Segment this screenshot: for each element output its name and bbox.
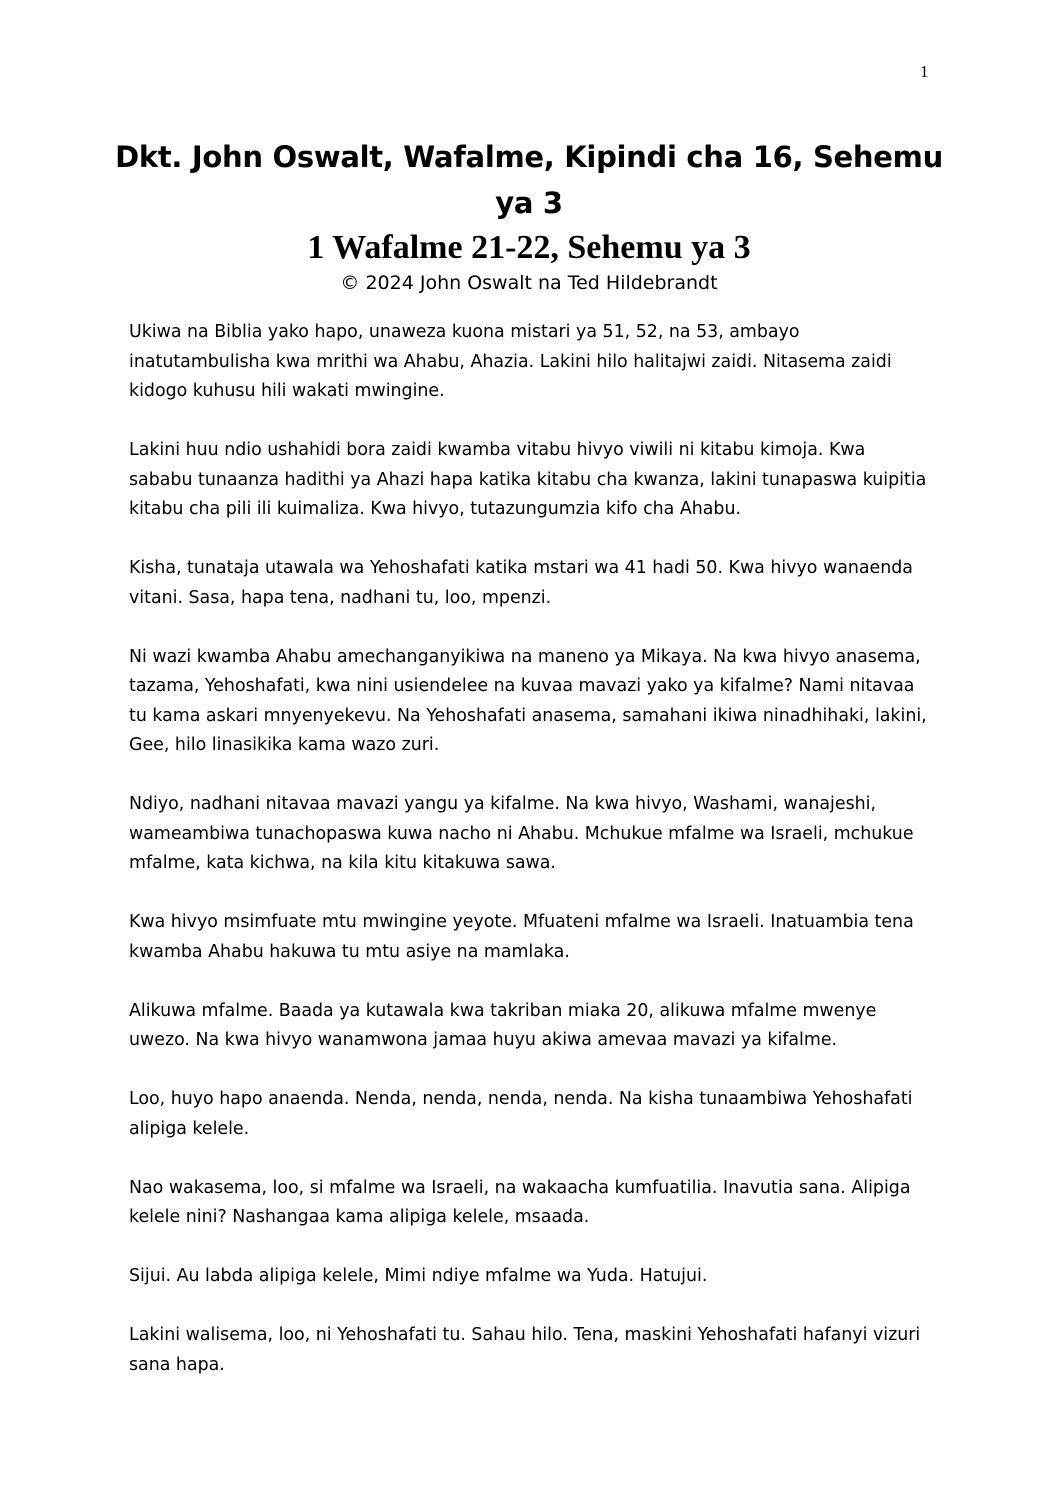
paragraph: Ukiwa na Biblia yako hapo, unaweza kuona mistari ya 51, 52, na 53, ambayo inatutambulisha kwa mrithi wa Ahabu, Ahazia. Lakini hilo halitajwi zaidi. Nitasema zaidi kidogo kuhusu hili wakati mwingine. <box>129 322 892 401</box>
document-subtitle: 1 Wafalme 21-22, Sehemu ya 3 <box>307 229 751 266</box>
copyright-notice: © 2024 John Oswalt na Ted Hildebrandt <box>340 272 718 294</box>
paragraph: Ni wazi kwamba Ahabu amechanganyikiwa na maneno ya Mikaya. Na kwa hivyo anasema, tazama, Yehoshafati, kwa nini usiendelee na kuvaa mavazi yako ya kifalme? Nami nitavaa tu kama askari mnyenyekevu. Na Yehoshafati anasema, samahani ikiwa ninadhihaki, lakini, Gee, hilo linasikika kama wazo zuri. <box>129 646 927 755</box>
paragraph: Alikuwa mfalme. Baada ya kutawala kwa takriban miaka 20, alikuwa mfalme mwenye uwezo. Na kwa hivyo wanamwona jamaa huyu akiwa amevaa mavazi ya kifalme. <box>129 1000 877 1050</box>
paragraph: Nao wakasema, loo, si mfalme wa Israeli, na wakaacha kumfuatilia. Inavutia sana. Alipiga kelele nini? Nashangaa kama alipiga kelele, msaada. <box>129 1177 911 1227</box>
page-number: 1 <box>920 62 929 81</box>
paragraph: Kwa hivyo msimfuate mtu mwingine yeyote. Mfuateni mfalme wa Israeli. Inatuambia tena kwamba Ahabu hakuwa tu mtu asiye na mamlaka. <box>129 912 914 962</box>
document-body <box>129 318 929 1410</box>
paragraph: Loo, huyo hapo anaenda. Nenda, nenda, nenda, nenda. Na kisha tunaambiwa Yehoshafati alipiga kelele. <box>129 1089 913 1139</box>
paragraph: Kisha, tunataja utawala wa Yehoshafati katika mstari wa 41 hadi 50. Kwa hivyo wanaenda vitani. Sasa, hapa tena, nadhani tu, loo, mpenzi. <box>129 558 913 608</box>
paragraph: Lakini huu ndio ushahidi bora zaidi kwamba vitabu hivyo viwili ni kitabu kimoja. Kwa sababu tunaanza hadithi ya Ahazi hapa katika kitabu cha kwanza, lakini tunapaswa kuipitia kitabu cha pili ili kuimaliza. Kwa hivyo, tutazungumzia kifo cha Ahabu. <box>129 440 927 519</box>
document-header <box>100 134 958 296</box>
paragraph: Lakini walisema, loo, ni Yehoshafati tu. Sahau hilo. Tena, maskini Yehoshafati hafanyi vizuri sana hapa. <box>129 1325 921 1375</box>
paragraph: Ndiyo, nadhani nitavaa mavazi yangu ya kifalme. Na kwa hivyo, Washami, wanajeshi, wameambiwa tunachopaswa kuwa nacho ni Ahabu. Mchukue mfalme wa Israeli, mchukue mfalme, kata kichwa, na kila kitu kitakuwa sawa. <box>129 794 914 873</box>
paragraph: Sijui. Au labda alipiga kelele, Mimi ndiye mfalme wa Yuda. Hatujui. <box>129 1266 708 1286</box>
document-title: Dkt. John Oswalt, Wafalme, Kipindi cha 16, Sehemu ya 3 <box>115 140 943 220</box>
